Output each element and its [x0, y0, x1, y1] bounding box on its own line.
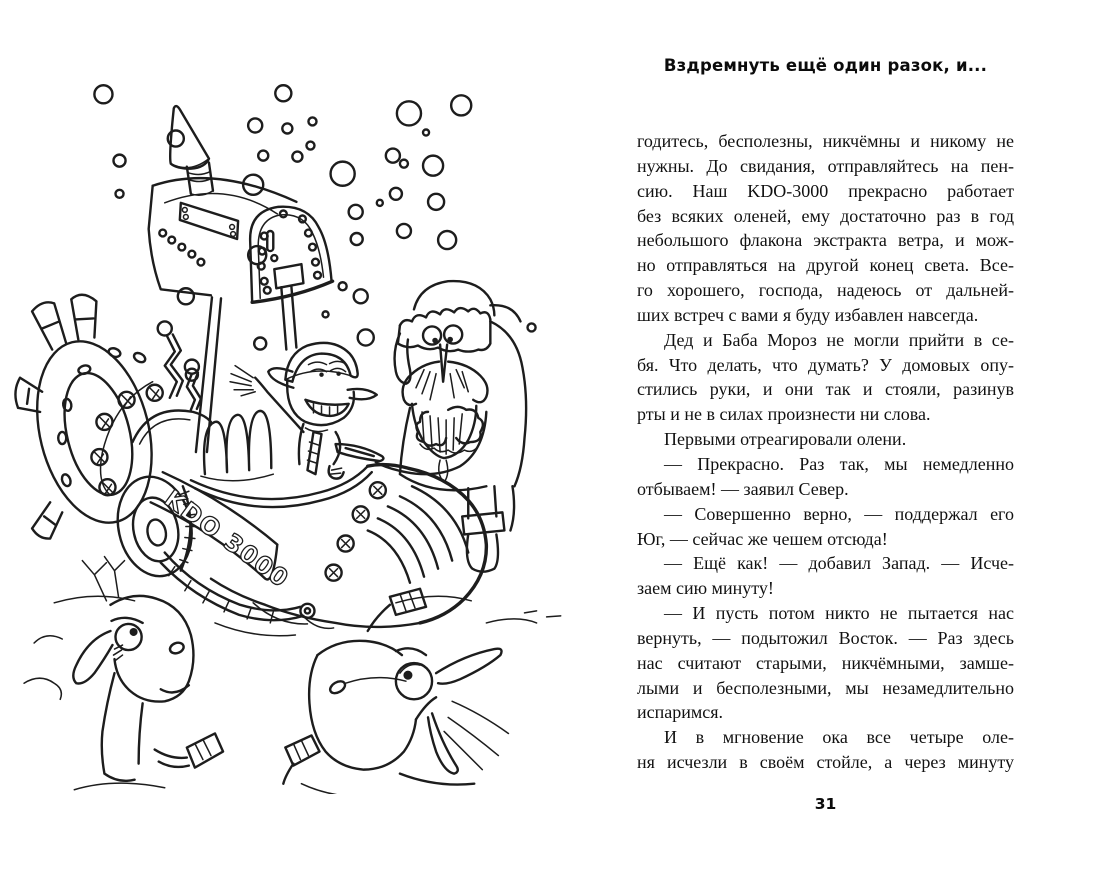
text-line: лыми и бесполезными, мы незамедлительно: [637, 677, 1014, 698]
text-line: сию. Наш KDO-3000 прекрасно работает: [637, 180, 1014, 201]
antlers-icon: [82, 557, 124, 601]
sled-vehicle: [109, 410, 487, 626]
text-line: без всяких оленей, ему достаточно раз в год: [637, 205, 1014, 226]
elf-nose-icon: [348, 389, 377, 399]
elf-grin: [305, 400, 348, 416]
striped-hoof-icon: [187, 733, 223, 767]
line-art-drawing: [14, 80, 622, 794]
reindeer-right: [309, 641, 508, 785]
text-line: нужны. До свидания, отправляйтесь на пен-: [637, 155, 1014, 176]
lightning-antenna-icon: [158, 321, 201, 409]
text-line: небольшого флакона экстракта ветра, и мож-: [637, 230, 1014, 251]
text-line: — Прекрасно. Раз так, мы немедленно: [664, 453, 1014, 474]
text-line: Первыми отреагировали олени.: [664, 429, 907, 450]
text-line: И в мгновение ока все четыре оле-: [664, 727, 1014, 748]
santa-eye-icon: [423, 326, 441, 344]
cockpit-seat: [204, 411, 271, 474]
santa-hat: [414, 281, 494, 315]
santa-eye-icon: [444, 325, 462, 343]
reindeer-ear-icon: [73, 631, 112, 684]
illustration: [14, 80, 622, 794]
text-line: ня исчезли в своём стойле, а через минуту: [637, 752, 1014, 773]
elf-arm-right: [329, 432, 344, 479]
text-line: стились руки, и они так и стояли, разинув: [637, 379, 1014, 400]
reindeer-left: [73, 557, 223, 781]
body-text-column: [637, 129, 1014, 775]
elf-figure: [230, 343, 377, 479]
text-line: Дед и Баба Мороз не могли прийти в се-: [664, 329, 1014, 350]
page-number: 31: [814, 795, 837, 813]
text-line: ших встреч с вами я буду избавлен навсегда.: [637, 304, 979, 325]
striped-hoof-icon: [390, 589, 426, 615]
text-line: го хорошего, господа, надеюсь от дальней-: [637, 280, 1014, 301]
nostril-icon: [328, 679, 347, 696]
text-line: отбываем! — заявил Север.: [637, 478, 849, 499]
text-line: бя. Что делать, что думать? У домовых опу-: [637, 354, 1014, 375]
striped-hoof-icon: [285, 735, 319, 765]
text-line: вернуть, — подытожил Восток. — Раз здесь: [637, 627, 1014, 648]
chapter-header: Вздремнуть ещё один разок, и...: [663, 56, 988, 75]
text-line: заем сию минуту!: [637, 578, 774, 599]
windshield-blade: [336, 444, 384, 461]
nostril-icon: [168, 641, 185, 655]
wreath-wheel-icon: [15, 295, 169, 539]
text-line: годитесь, бесполезны, никчёмны и никому не: [637, 131, 1014, 151]
text-line: рты и не в силах произнести ни слова.: [637, 404, 931, 425]
reindeer-ear-icon: [436, 649, 501, 684]
santa-figure: [376, 281, 526, 572]
snow-bubbles-icon: [94, 85, 535, 380]
vehicle-label-text: KDO 3000: [159, 484, 295, 594]
text-line: испаримся.: [637, 702, 724, 723]
text-line: нас считают старыми, никчёмными, замше-: [637, 652, 1014, 673]
reindeer-eye-icon: [396, 663, 432, 699]
text-line: — Ещё как! — добавил Запад. — Исче-: [664, 553, 1014, 574]
text-line: Юг, — сейчас же чешем отсюда!: [637, 528, 888, 549]
text-line: — Совершенно верно, — поддержал его: [664, 503, 1014, 524]
text-line: — И пусть потом никто не пытается нас: [664, 603, 1014, 624]
text-line: но отправляться на другой конец света. Все-: [637, 255, 1014, 276]
elf-arm-raised: [255, 378, 303, 432]
